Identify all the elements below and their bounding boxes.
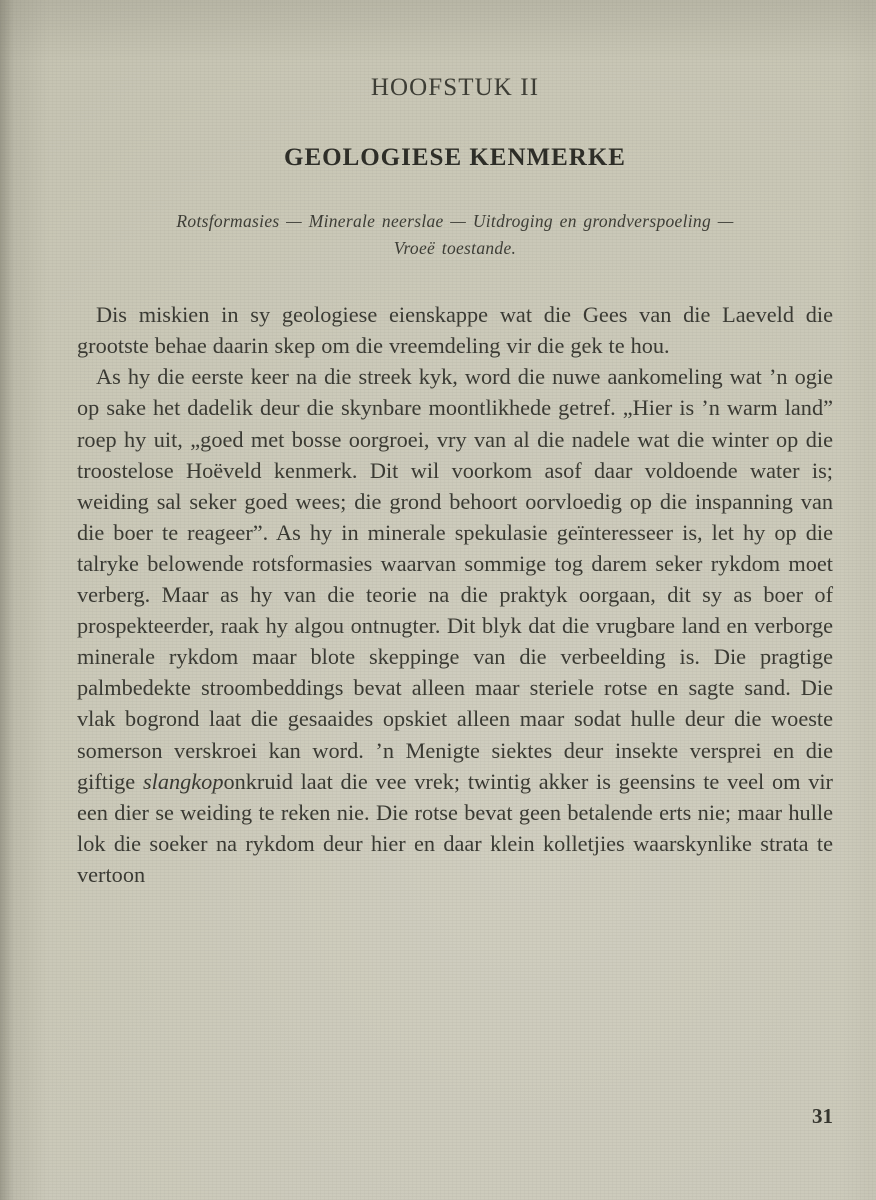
body-paragraph-1: Dis miskien in sy geologiese eienskappe wat die Gees van die Laeveld die grootste behae daarin skep om die vreemdeling vir die gek te hou. <box>77 302 833 359</box>
chapter-summary-line-2: Vroeë toestande. <box>393 237 517 258</box>
body-paragraph-2-segment-1: As hy die eerste keer na die streek kyk, word die nuwe aankomeling wat ’n ogie op sake het dadelik deur die skynbare moontlikhede getref. „Hier is ’n warm land” roep hy uit, „goed met bosse oorgroei, vry van al die nadele wat die winter op die troostelose Hoëveld kenmerk. Dit wil voorkom asof daar voldoende water is; weiding sal seker goed wees; die grond behoort oorvloedig op die inspanning van die boer te reageer”. As hy in minerale spekulasie geïnteresseer is, let hy op die talryke belowende rotsformasies waarvan sommige tog darem seker rykdom moet verberg. Maar as hy van die teorie na die praktyk oorgaan, dit sy as boer of prospekteerder, raak hy algou ontnugter. Dit blyk dat die vrugbare land en verborge minerale rykdom maar blote skeppinge van die verbeelding is. Die pragtige palmbedekte stroombeddings bevat alleen maar steriele rotse en sagte sand. Die vlak bogrond laat die gesaaides opskiet alleen maar sodat hulle deur die woeste somerson verskroei kan word. ’n Menigte siektes deur insekte versprei en die giftige <box>77 364 833 794</box>
chapter-title-heading: GEOLOGIESE KENMERKE <box>284 143 626 171</box>
chapter-summary-line-1: Rotsformasies — Minerale neerslae — Uitdroging en grondverspoeling — <box>176 211 734 231</box>
page-number: 31 <box>812 1104 833 1128</box>
page-text-column <box>77 0 833 890</box>
chapter-number-heading: HOOFSTUK II <box>370 74 540 101</box>
body-paragraph-2-segment-2: onkruid laat die vee vrek; twintig akker is geensins te veel om vir een dier se weiding te reken nie. Die rotse bevat geen betalende erts nie; maar hulle lok die soeker na rykdom deur hier en daar klein kolletjies waarskynlike strata te vertoon <box>77 768 833 887</box>
body-paragraph-2 <box>77 361 833 890</box>
italic-term-slangkop: slangkop <box>142 768 224 794</box>
chapter-summary-line <box>77 171 833 261</box>
body-text-block <box>77 261 833 890</box>
